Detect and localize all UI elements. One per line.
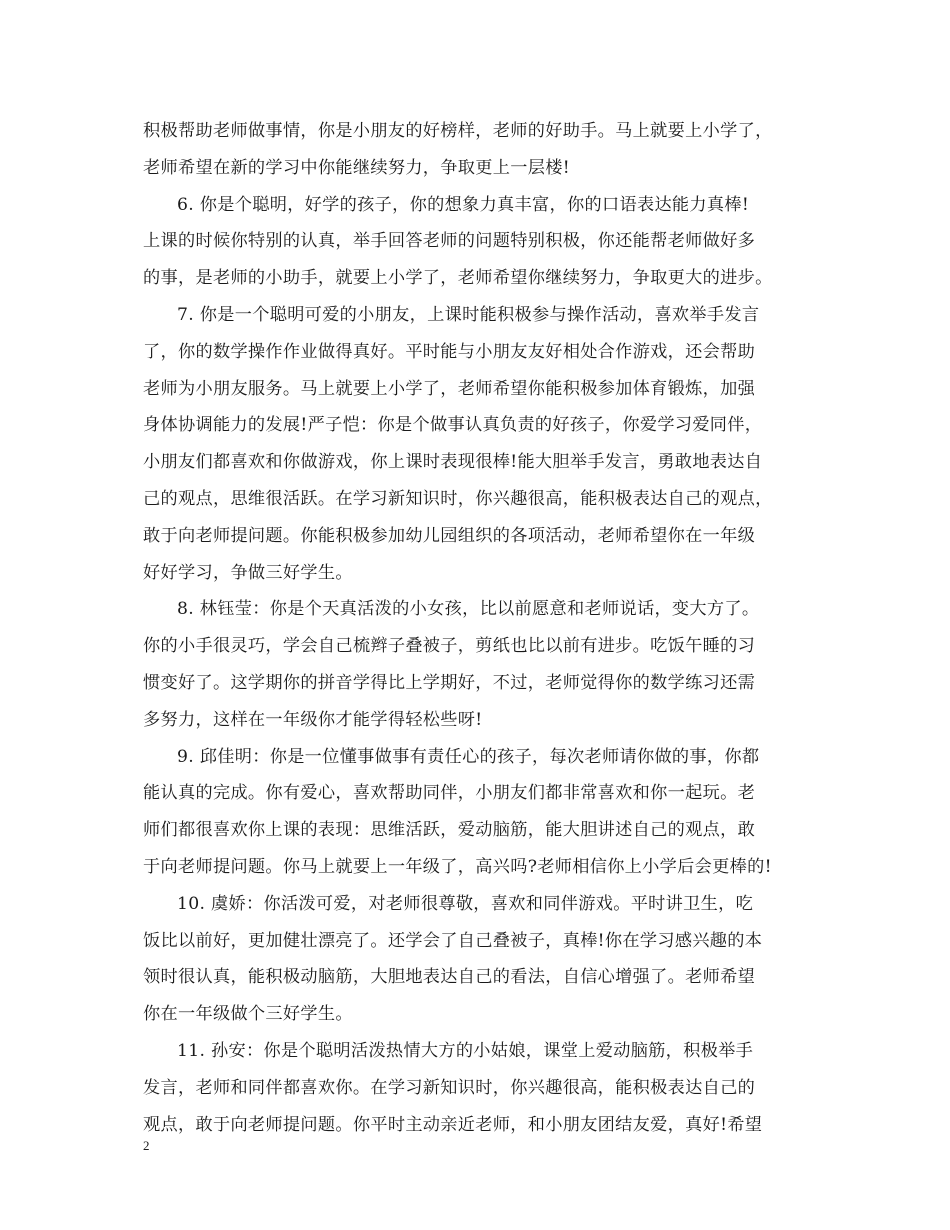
text-line: 于向老师提问题。你马上就要上一年级了，高兴吗?老师相信你上小学后会更棒的! <box>143 856 772 877</box>
text-line: 老师希望在新的学习中你能继续努力，争取更上一层楼! <box>143 157 570 178</box>
text-line: 上课的时候你特别的认真，举手回答老师的问题特别积极，你还能帮老师做好多 <box>143 231 756 252</box>
text-line: 10. 虞娇：你活泼可爱，对老师很尊敬，喜欢和同伴游戏。平时讲卫生，吃 <box>177 893 754 914</box>
text-line: 你的小手很灵巧，学会自己梳辫子叠被子，剪纸也比以前有进步。吃饭午睡的习 <box>143 636 756 657</box>
text-line: 饭比以前好，更加健壮漂亮了。还学会了自己叠被子，真棒!你在学习感兴趣的本 <box>143 930 763 951</box>
text-line: 9. 邱佳明：你是一位懂事做事有责任心的孩子，每次老师请你做的事，你都 <box>177 746 760 767</box>
text-line: 观点，敢于向老师提问题。你平时主动亲近老师，和小朋友团结友爱，真好!希望 <box>143 1114 763 1135</box>
text-line: 师们都很喜欢你上课的表现：思维活跃，爱动脑筋，能大胆讲述自己的观点，敢 <box>143 820 756 841</box>
text-line: 6. 你是个聪明，好学的孩子，你的想象力真丰富，你的口语表达能力真棒! <box>177 194 750 215</box>
text-line: 发言，老师和同伴都喜欢你。在学习新知识时，你兴趣很高，能积极表达自己的 <box>143 1077 756 1098</box>
text-line: 8. 林钰莹：你是个天真活泼的小女孩，比以前愿意和老师说话，变大方了。 <box>177 599 760 620</box>
text-line: 能认真的完成。你有爱心，喜欢帮助同伴，小朋友们都非常喜欢和你一起玩。老 <box>143 783 756 804</box>
text-line: 己的观点，思维很活跃。在学习新知识时，你兴趣很高，能积极表达自己的观点， <box>143 488 773 509</box>
text-line: 的事，是老师的小助手，就要上小学了，老师希望你继续努力，争取更大的进步。 <box>143 268 773 289</box>
text-line: 小朋友们都喜欢和你做游戏，你上课时表现很棒!能大胆举手发言，勇敢地表达自 <box>143 452 763 473</box>
text-line: 领时很认真，能积极动脑筋，大胆地表达自己的看法，自信心增强了。老师希望 <box>143 967 756 988</box>
page-number: 2 <box>143 1138 150 1153</box>
text-line: 你在一年级做个三好学生。 <box>143 1004 353 1025</box>
text-line: 惯变好了。这学期你的拼音学得比上学期好，不过，老师觉得你的数学练习还需 <box>143 672 756 693</box>
text-line: 敢于向老师提问题。你能积极参加幼儿园组织的各项活动，老师希望你在一年级 <box>143 525 756 546</box>
text-line: 身体协调能力的发展!严子恺：你是个做事认真负责的好孩子，你爱学习爱同伴， <box>143 415 763 436</box>
text-line: 7. 你是一个聪明可爱的小朋友，上课时能积极参与操作活动，喜欢举手发言 <box>177 304 760 325</box>
text-line: 好好学习，争做三好学生。 <box>143 562 353 583</box>
text-line: 积极帮助老师做事情，你是小朋友的好榜样，老师的好助手。马上就要上小学了， <box>143 121 773 141</box>
text-line: 老师为小朋友服务。马上就要上小学了，老师希望你能积极参加体育锻炼，加强 <box>143 378 756 399</box>
text-line: 了，你的数学操作作业做得真好。平时能与小朋友友好相处合作游戏，还会帮助 <box>143 341 756 362</box>
document-body <box>143 113 823 1143</box>
text-line: 多努力，这样在一年级你才能学得轻松些呀! <box>143 709 483 730</box>
text-line: 11. 孙安：你是个聪明活泼热情大方的小姑娘，课堂上爱动脑筋，积极举手 <box>177 1040 754 1061</box>
